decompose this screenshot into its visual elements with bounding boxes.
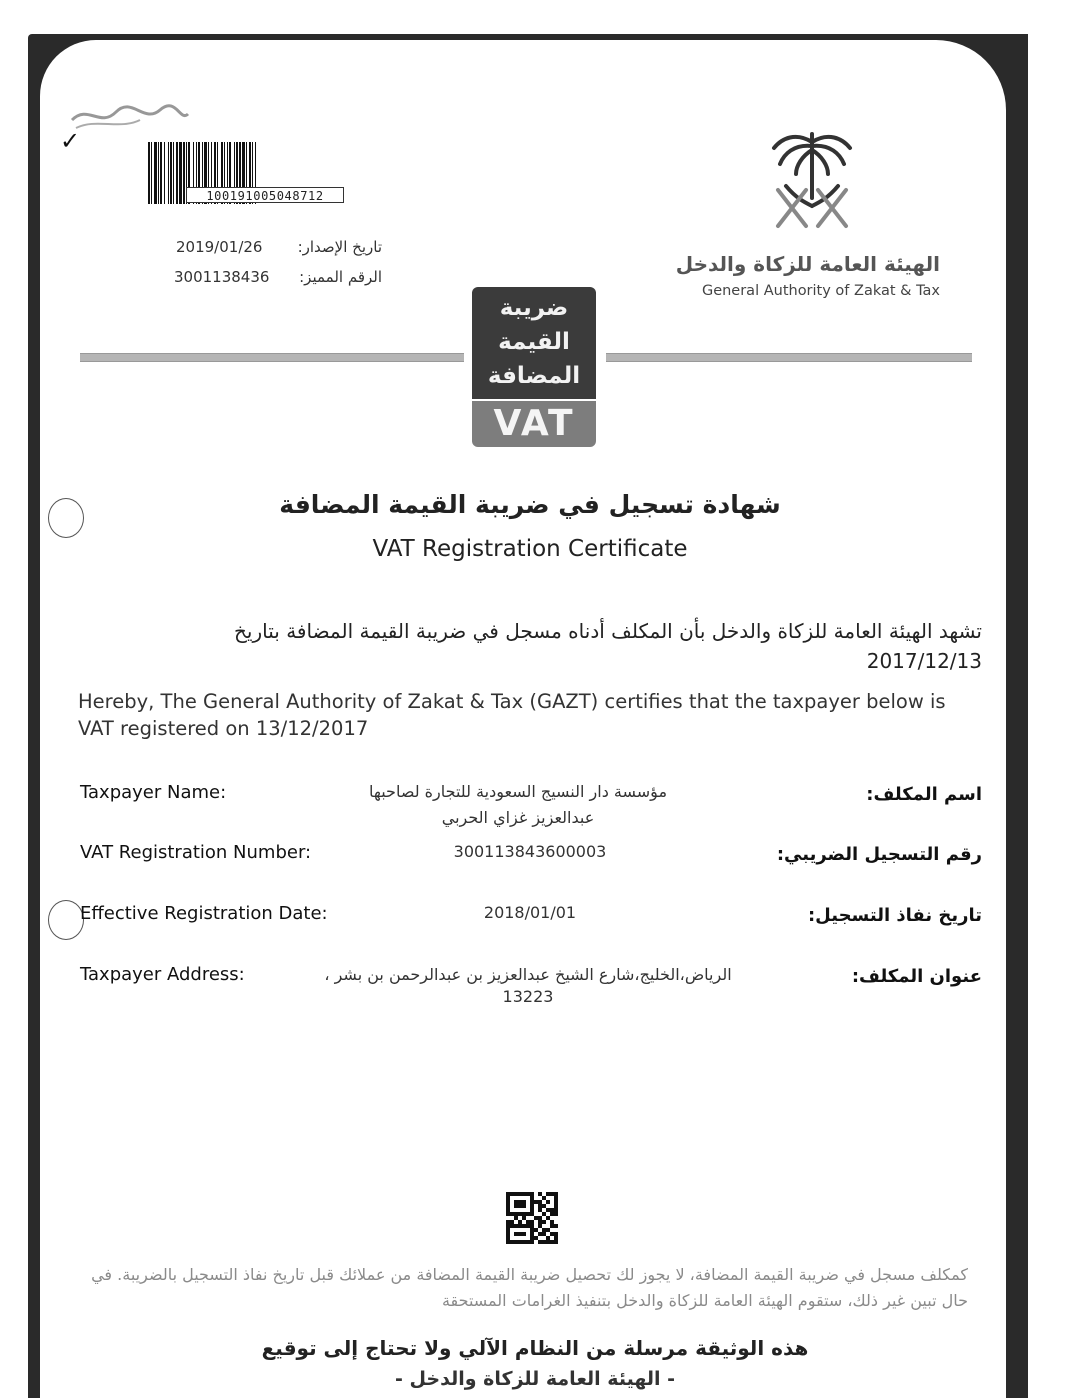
effective-date-label-ar: تاريخ نفاذ التسجيل: bbox=[807, 905, 982, 926]
punch-hole-bottom bbox=[48, 900, 84, 940]
header-divider-left bbox=[80, 353, 464, 362]
authority-name-arabic: الهيئة العامة للزكاة والدخل bbox=[675, 252, 940, 276]
registration-notice: كمكلف مسجل في ضريبة القيمة المضافة، لا يجوز لك تحصيل ضريبة القيمة المضافة من عملائك قبل تاريخ نفاذ التسجيل بالضريبة. في حال تبين غير ذلك، ستقوم الهيئة العامة للزكاة والدخل بتنفيذ الغرامات المستحقة bbox=[91, 1265, 968, 1310]
vat-logo-line-3: المضافة bbox=[487, 363, 581, 389]
effective-date-value: 2018/01/01 bbox=[483, 903, 577, 922]
vat-number-label-ar: رقم التسجيل الضريبي: bbox=[776, 844, 982, 865]
address-line-2: 13223 bbox=[502, 987, 554, 1006]
effective-date-label-en: Effective Registration Date: bbox=[80, 903, 328, 924]
vat-logo-line-1: ضريبة bbox=[499, 295, 569, 321]
certificate-title-english: VAT Registration Certificate bbox=[372, 536, 688, 562]
authority-name-english: General Authority of Zakat & Tax bbox=[701, 283, 940, 299]
taxpayer-name-line-1: مؤسسة دار النسيج السعودية للتجارة لصاحبها bbox=[368, 782, 668, 801]
unique-number-label: الرقم المميز: bbox=[299, 268, 382, 286]
taxpayer-name-label-en: Taxpayer Name: bbox=[80, 782, 227, 803]
intro-english: Hereby, The General Authority of Zakat & Tax (GAZT) certifies that the taxpayer below is VAT registered on 13/12/2017 bbox=[78, 690, 946, 740]
header-divider-right bbox=[606, 353, 972, 362]
checkmark-icon: ✓ bbox=[60, 127, 81, 155]
address-value bbox=[280, 964, 776, 1008]
vat-number-label-en: VAT Registration Number: bbox=[80, 842, 312, 863]
address-label-ar: عنوان المكلف: bbox=[851, 966, 982, 987]
address-line-1: الرياض،الخليج،شارع الشيخ عبدالعزيز بن عبدالرحمن بن بشر ، bbox=[324, 965, 732, 984]
footer-system-note: هذه الوثيقة مرسلة من النظام الآلي ولا تحتاج إلى توقيع bbox=[261, 1336, 809, 1360]
footer-authority: - الهيئة العامة للزكاة والدخل - bbox=[394, 1368, 676, 1390]
qr-code bbox=[506, 1192, 558, 1244]
vat-logo-line-2: القيمة bbox=[498, 329, 570, 355]
taxpayer-name-value bbox=[300, 779, 736, 831]
zakat-authority-palm-logo-icon bbox=[766, 128, 858, 236]
vat-logo-arabic bbox=[472, 287, 596, 399]
vat-number-value: 300113843600003 bbox=[453, 842, 607, 861]
unique-number-row bbox=[174, 268, 382, 288]
barcode-number: 100191005048712 bbox=[186, 187, 344, 203]
certificate-title-arabic: شهادة تسجيل في ضريبة القيمة المضافة bbox=[279, 490, 781, 519]
issue-date-label: تاريخ الإصدار: bbox=[297, 238, 382, 256]
scan-smudge bbox=[70, 98, 190, 132]
address-label-en: Taxpayer Address: bbox=[80, 964, 245, 985]
intro-arabic: تشهد الهيئة العامة للزكاة والدخل بأن المكلف أدناه مسجل في ضريبة القيمة المضافة بتاريخ 2017/12/13 bbox=[234, 619, 982, 673]
issue-date-value: 2019/01/26 bbox=[176, 238, 263, 256]
vat-logo-label: VAT bbox=[472, 401, 596, 447]
unique-number-value: 3001138436 bbox=[174, 268, 270, 286]
taxpayer-name-line-2: عبدالعزيز غزاي الحربي bbox=[441, 808, 595, 827]
vat-logo bbox=[472, 287, 596, 447]
taxpayer-name-label-ar: اسم المكلف: bbox=[866, 784, 982, 805]
issue-date-row bbox=[176, 238, 382, 258]
